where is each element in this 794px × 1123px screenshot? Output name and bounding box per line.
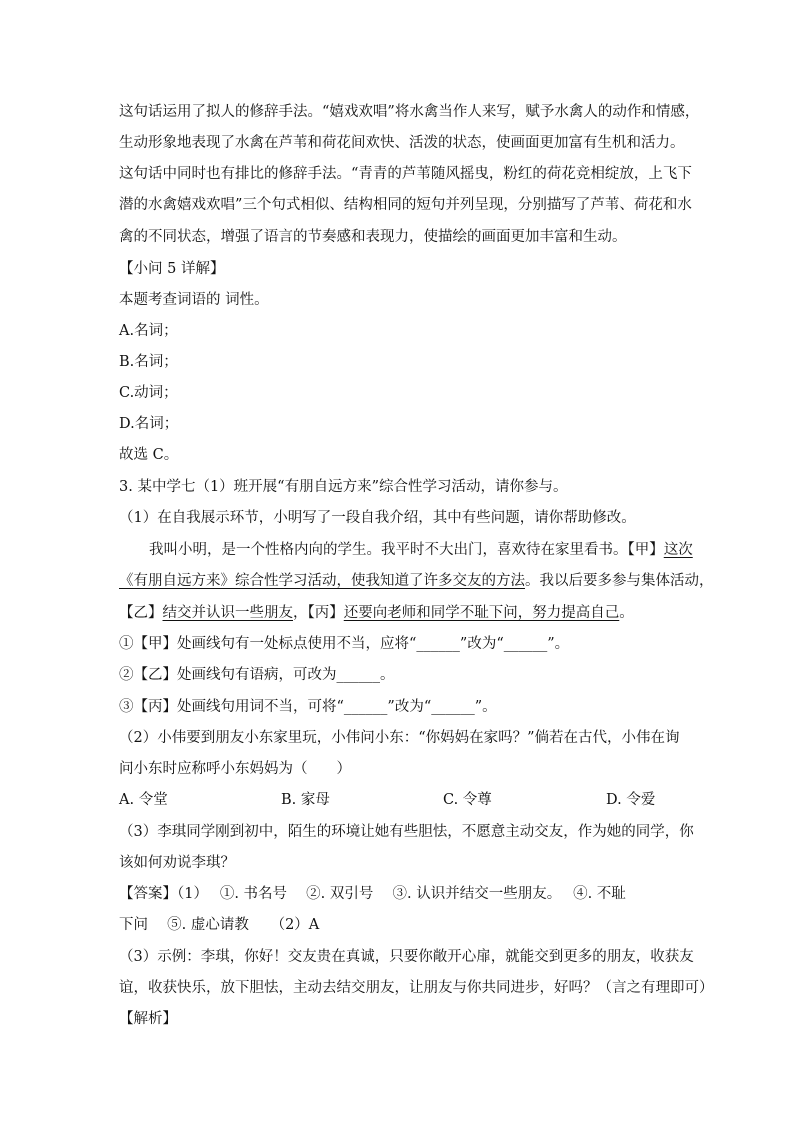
passage-line-1 xyxy=(149,540,693,560)
analysis-heading: 【解析】 xyxy=(119,1011,177,1027)
choice-b: B. 家母 xyxy=(281,792,330,808)
task-line-2: ②【乙】处画线句有语病，可改为______。 xyxy=(119,667,395,683)
subquestion-1-prompt: （1）在自我展示环节，小明写了一段自我介绍，其中有些问题，请你帮助修改。 xyxy=(119,510,636,526)
underlined-sentence-bing: 还要向老师和同学不耻下问，努力提高自己 xyxy=(343,605,620,621)
section-heading-q5: 【小问 5 详解】 xyxy=(119,261,225,277)
passage-line-3 xyxy=(119,603,634,623)
underlined-sentence-jia: 这次 xyxy=(663,542,693,558)
answer-line-4: 谊，收获快乐，放下胆怯，主动去结交朋友，让朋友与你共同进步，好吗？（言之有理即可） xyxy=(119,980,714,996)
answer-line-1: 【答案】（1） ①. 书名号 ②. 双引号 ③. 认识并结交一些朋友。 ④. 不耻 xyxy=(119,886,626,902)
task-line-3: ③【丙】处画线句用词不当，可将“______”改为“______”。 xyxy=(119,699,497,715)
passage-text: 我叫小明，是一个性格内向的学生。我平时不大出门，喜欢待在家里看书。【甲】 xyxy=(149,542,664,558)
subquestion-3-line-2: 该如何劝说李琪？ xyxy=(119,855,235,871)
choice-d: D. 令爱 xyxy=(606,792,656,808)
choice-a: A. 令堂 xyxy=(119,792,168,808)
option-note-d: D.名词； xyxy=(119,416,179,432)
answer-line-3: （3）示例：李琪，你好！交友贵在真诚，只要你敞开心扉，就能交到更多的朋友，收获友 xyxy=(119,949,694,965)
passage-text: 。我以后要多参与集体活动， xyxy=(525,573,714,589)
subquestion-2-line-2: 问小东时应称呼小东妈妈为（ ） xyxy=(119,761,351,777)
analysis-line-3: 这句话中同时也有排比的修辞手法。“青青的芦苇随风摇曳，粉红的荷花竞相绽放，上飞下 xyxy=(119,166,692,182)
choice-c: C. 令尊 xyxy=(443,792,492,808)
marker-bing: ，【丙】 xyxy=(293,605,344,621)
underlined-sentence-jia: 《有朋自远方来》综合性学习活动，使我知道了许多交友的方法 xyxy=(119,573,525,589)
analysis-line-5: 禽的不同状态，增强了语言的节奏感和表现力，使描绘的画面更加丰富和生动。 xyxy=(119,229,627,245)
underlined-sentence-yi: 结交并认识一些朋友 xyxy=(162,605,293,621)
subquestion-3-line-1: （3）李琪同学刚到初中，陌生的环境让她有些胆怯，不愿意主动交友，作为她的同学，你 xyxy=(119,824,694,840)
marker-yi: 【乙】 xyxy=(119,605,163,621)
passage-text: 。 xyxy=(619,605,634,621)
option-note-a: A.名词； xyxy=(119,323,178,339)
passage-line-2 xyxy=(119,571,714,591)
body-line: 本题考查词语的 词性。 xyxy=(119,292,269,308)
analysis-line-2: 生动形象地表现了水禽在芦苇和荷花间欢快、活泼的状态，使画面更加富有生机和活力。 xyxy=(119,135,685,151)
analysis-line-4: 潜的水禽嬉戏欢唱”三个句式相似、结构相同的短句并列呈现，分别描写了芦苇、荷花和水 xyxy=(119,197,692,213)
option-note-b: B.名词； xyxy=(119,354,178,370)
answer-line-2: 下问 ⑤. 虚心请教 （2）A xyxy=(119,917,320,933)
option-note-c: C.动词； xyxy=(119,385,178,401)
subquestion-2-line-1: （2）小伟要到朋友小东家里玩，小伟问小东：“你妈妈在家吗？”倘若在古代，小伟在询 xyxy=(119,730,680,746)
task-line-1: ①【甲】处画线句有一处标点使用不当，应将“______”改为“______”。 xyxy=(119,636,570,652)
answer-choice-line: 故选 C。 xyxy=(119,447,179,463)
analysis-line-1: 这句话运用了拟人的修辞手法。“嬉戏欢唱”将水禽当作人来写，赋予水禽人的动作和情感， xyxy=(119,104,700,120)
question-3-title: 3. 某中学七（1）班开展“有朋自远方来”综合性学习活动，请你参与。 xyxy=(119,479,568,495)
